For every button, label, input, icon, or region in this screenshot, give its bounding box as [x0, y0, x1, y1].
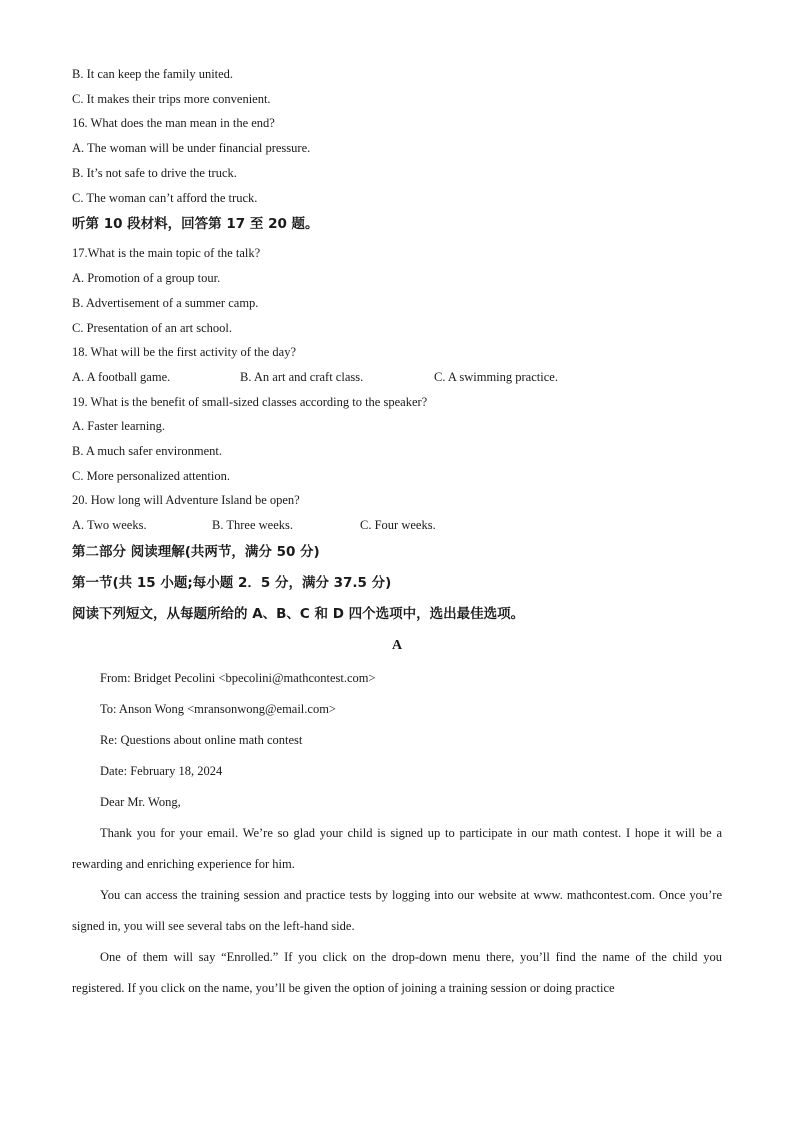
- email-date: Date: February 18, 2024: [100, 764, 223, 778]
- q20-option-b: B. Three weeks.: [212, 518, 293, 532]
- q20-option-a: A. Two weeks.: [72, 518, 147, 532]
- q18-option-b: B. An art and craft class.: [240, 370, 364, 384]
- email-from: From: Bridget Pecolini <bpecolini@mathcontest.com>: [100, 671, 376, 685]
- q19-option-b: B. A much safer environment.: [72, 444, 222, 458]
- q19-option-a: A. Faster learning.: [72, 419, 166, 433]
- q17-option-b: B. Advertisement of a summer camp.: [72, 296, 259, 310]
- q16-option-b: B. It’s not safe to drive the truck.: [72, 166, 237, 180]
- q20-options: [72, 517, 722, 533]
- email-paragraph: One of them will say “Enrolled.” If you click on the drop-down menu there, you’ll find the name of the child you registered. If you click on the name, you’ll be given the option of joining a training session or doing practice: [72, 950, 722, 995]
- q16-option-a: A. The woman will be under financial pressure.: [72, 141, 311, 155]
- reading-part-heading: 第二部分 阅读理解(共两节，满分 50 分): [72, 544, 320, 560]
- q17-option-a: A. Promotion of a group tour.: [72, 271, 221, 285]
- q18-options: [72, 369, 722, 385]
- q17-question: 17.What is the main topic of the talk?: [72, 246, 261, 260]
- section10-heading: 听第 10 段材料，回答第 17 至 20 题。: [72, 216, 319, 232]
- q16-question: 16. What does the man mean in the end?: [72, 116, 275, 130]
- q18-option-a: A. A football game.: [72, 370, 171, 384]
- passage-label: A: [391, 638, 403, 653]
- q20-question: 20. How long will Adventure Island be open?: [72, 493, 300, 507]
- email-paragraph: You can access the training session and practice tests by logging into our website at www. mathcontest.com. Once you’re signed in, you will see several tabs on the left-hand side.: [72, 888, 722, 933]
- q16-option-c: C. The woman can’t afford the truck.: [72, 191, 258, 205]
- email-greeting: Dear Mr. Wong,: [100, 795, 181, 809]
- q18-option-c: C. A swimming practice.: [434, 370, 558, 384]
- q15-option-c: C. It makes their trips more convenient.: [72, 92, 271, 106]
- reading-instruction: 阅读下列短文，从每题所给的 A、B、C 和 D 四个选项中，选出最佳选项。: [72, 606, 525, 622]
- q20-option-c: C. Four weeks.: [360, 518, 436, 532]
- q19-question: 19. What is the benefit of small-sized classes according to the speaker?: [72, 395, 428, 409]
- reading-section-heading: 第一节(共 15 小题;每小题 2．5 分，满分 37.5 分): [72, 575, 392, 591]
- q15-option-b: B. It can keep the family united.: [72, 67, 234, 81]
- q19-option-c: C. More personalized attention.: [72, 469, 230, 483]
- email-to: To: Anson Wong <mransonwong@email.com>: [100, 702, 336, 716]
- email-paragraph: Thank you for your email. We’re so glad your child is signed up to participate in our math contest. I hope it will be a rewarding and enriching experience for him.: [72, 826, 722, 871]
- q17-option-c: C. Presentation of an art school.: [72, 321, 233, 335]
- email-subject: Re: Questions about online math contest: [100, 733, 303, 747]
- q18-question: 18. What will be the first activity of the day?: [72, 345, 297, 359]
